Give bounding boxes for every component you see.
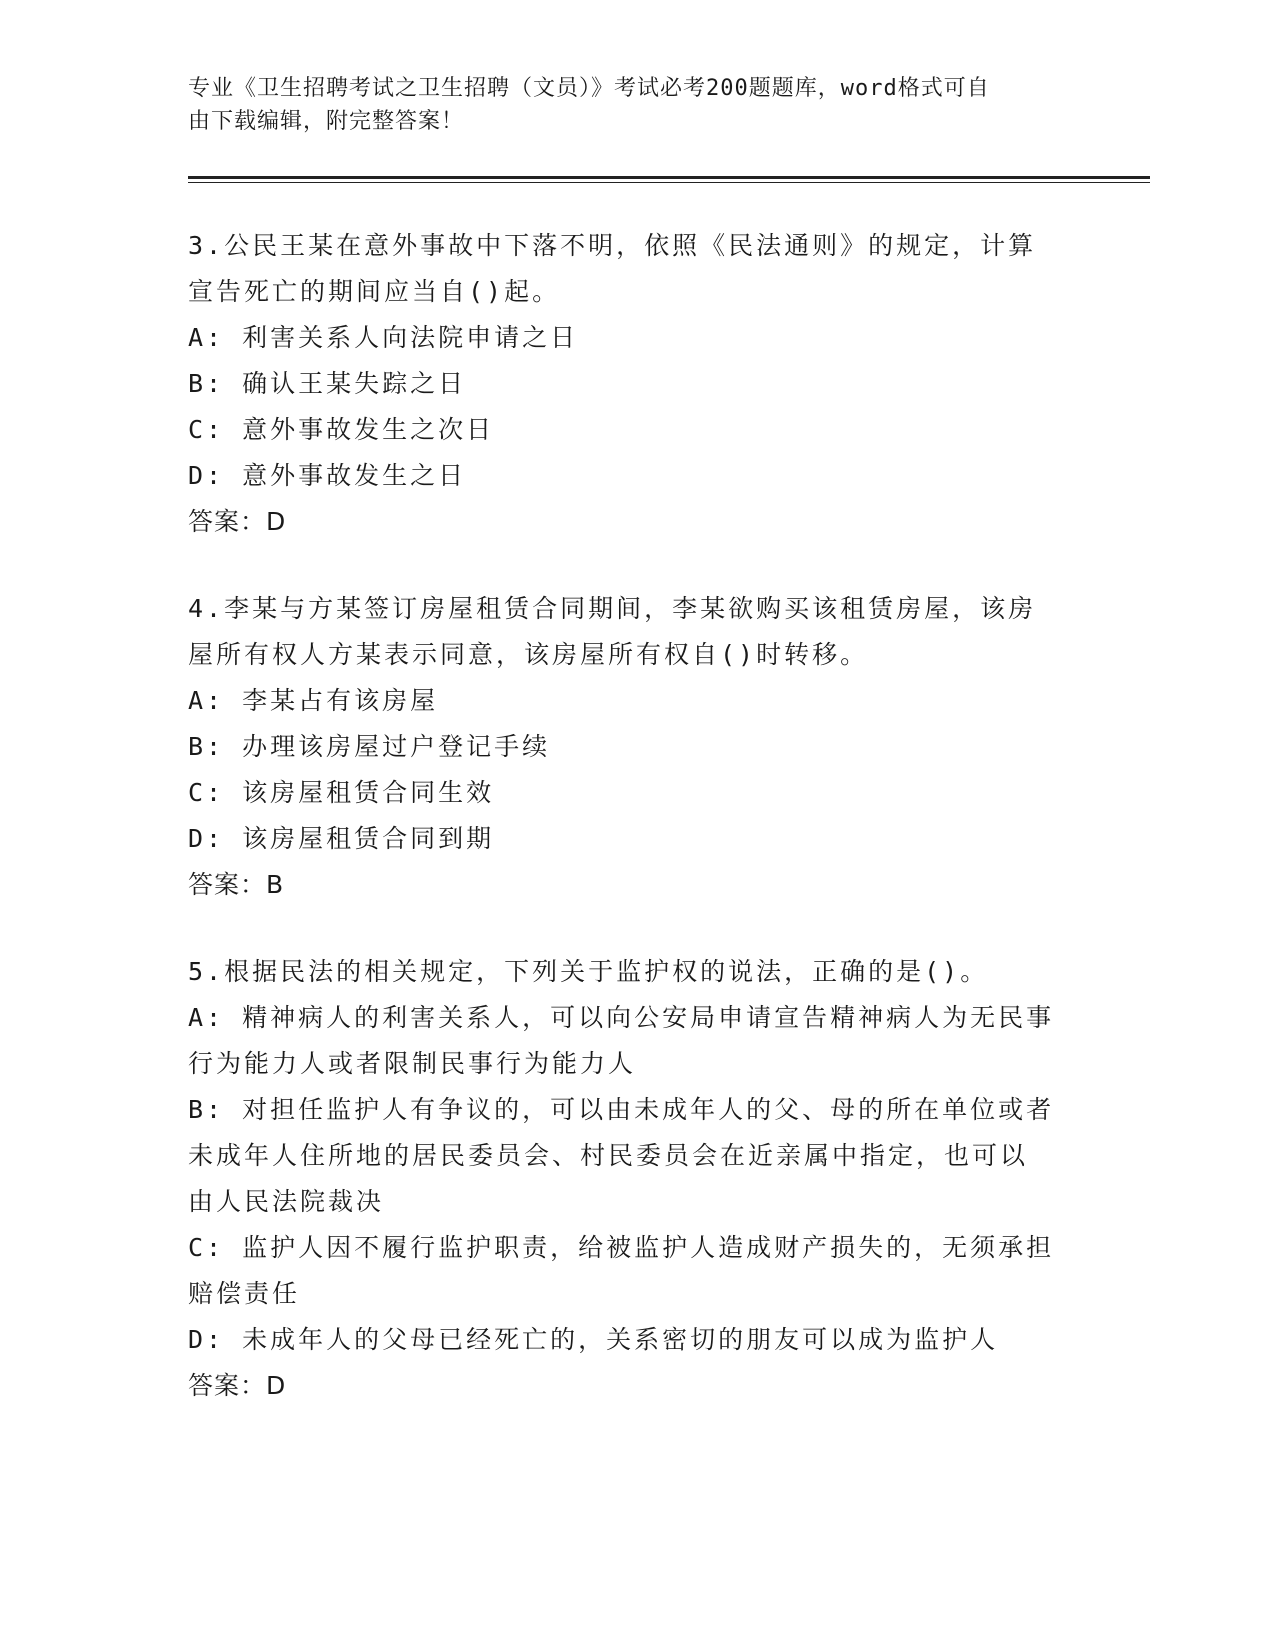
header-divider-thin <box>188 182 1150 183</box>
option-d <box>188 1317 1088 1363</box>
question-stem-line: 3.公民王某在意外事故中下落不明，依照《民法通则》的规定，计算 <box>188 231 1037 260</box>
question-5 <box>188 949 1088 1409</box>
option-a <box>188 995 1088 1087</box>
answer-line: 答案：B <box>188 870 285 899</box>
header-line-2: 由下载编辑，附完整答案！ <box>188 109 465 134</box>
question-4 <box>188 586 1088 908</box>
option-a <box>188 315 1088 361</box>
option-letter: A: <box>188 686 225 715</box>
option-c <box>188 770 1088 816</box>
option-letter: A: <box>188 323 225 352</box>
option-text: 意外事故发生之日 <box>242 461 467 490</box>
option-text-line: 赔偿责任 <box>188 1279 301 1308</box>
header-line-1: 专业《卫生招聘考试之卫生招聘（文员）》考试必考200题题库，word格式可自 <box>188 76 990 101</box>
question-stem-line: 5.根据民法的相关规定，下列关于监护权的说法，正确的是()。 <box>188 957 989 986</box>
option-text: 确认王某失踪之日 <box>242 369 467 398</box>
option-letter: B: <box>188 369 225 398</box>
option-text-line: 对担任监护人有争议的，可以由未成年人的父、母的所在单位或者 <box>242 1095 1055 1124</box>
header-divider-thick <box>188 176 1150 179</box>
option-d <box>188 453 1088 499</box>
option-a <box>188 678 1088 724</box>
option-text-line: 精神病人的利害关系人，可以向公安局申请宣告精神病人为无民事 <box>242 1003 1055 1032</box>
document-header <box>188 72 1068 138</box>
answer-line: 答案：D <box>188 1371 287 1400</box>
option-letter: B: <box>188 732 225 761</box>
option-letter: C: <box>188 1233 225 1262</box>
option-c <box>188 1225 1088 1317</box>
option-letter: C: <box>188 778 225 807</box>
question-stem-line: 4.李某与方某签订房屋租赁合同期间，李某欲购买该租赁房屋，该房 <box>188 594 1037 623</box>
option-text-line: 未成年人住所地的居民委员会、村民委员会在近亲属中指定，也可以 <box>188 1141 1029 1170</box>
option-text-line: 行为能力人或者限制民事行为能力人 <box>188 1049 637 1078</box>
option-letter: D: <box>188 461 225 490</box>
option-b <box>188 724 1088 770</box>
option-text: 办理该房屋过户登记手续 <box>242 732 551 761</box>
option-d <box>188 816 1088 862</box>
option-b <box>188 1087 1088 1225</box>
option-text-line: 监护人因不履行监护职责，给被监护人造成财产损失的，无须承担 <box>242 1233 1055 1262</box>
option-letter: A: <box>188 1003 225 1032</box>
option-text-line: 由人民法院裁决 <box>188 1187 385 1216</box>
option-text: 利害关系人向法院申请之日 <box>242 323 579 352</box>
option-letter: D: <box>188 824 225 853</box>
option-c <box>188 407 1088 453</box>
answer-line: 答案：D <box>188 507 287 536</box>
option-letter: C: <box>188 415 225 444</box>
question-stem-line: 宣告死亡的期间应当自()起。 <box>188 277 561 306</box>
option-letter: B: <box>188 1095 225 1124</box>
question-stem-line: 屋所有权人方某表示同意，该房屋所有权自()时转移。 <box>188 640 869 669</box>
option-b <box>188 361 1088 407</box>
option-text: 意外事故发生之次日 <box>242 415 495 444</box>
option-text: 该房屋租赁合同生效 <box>242 778 495 807</box>
question-3 <box>188 223 1088 545</box>
option-text-line: 未成年人的父母已经死亡的，关系密切的朋友可以成为监护人 <box>242 1325 999 1354</box>
option-text: 该房屋租赁合同到期 <box>242 824 495 853</box>
option-letter: D: <box>188 1325 225 1354</box>
option-text: 李某占有该房屋 <box>242 686 439 715</box>
